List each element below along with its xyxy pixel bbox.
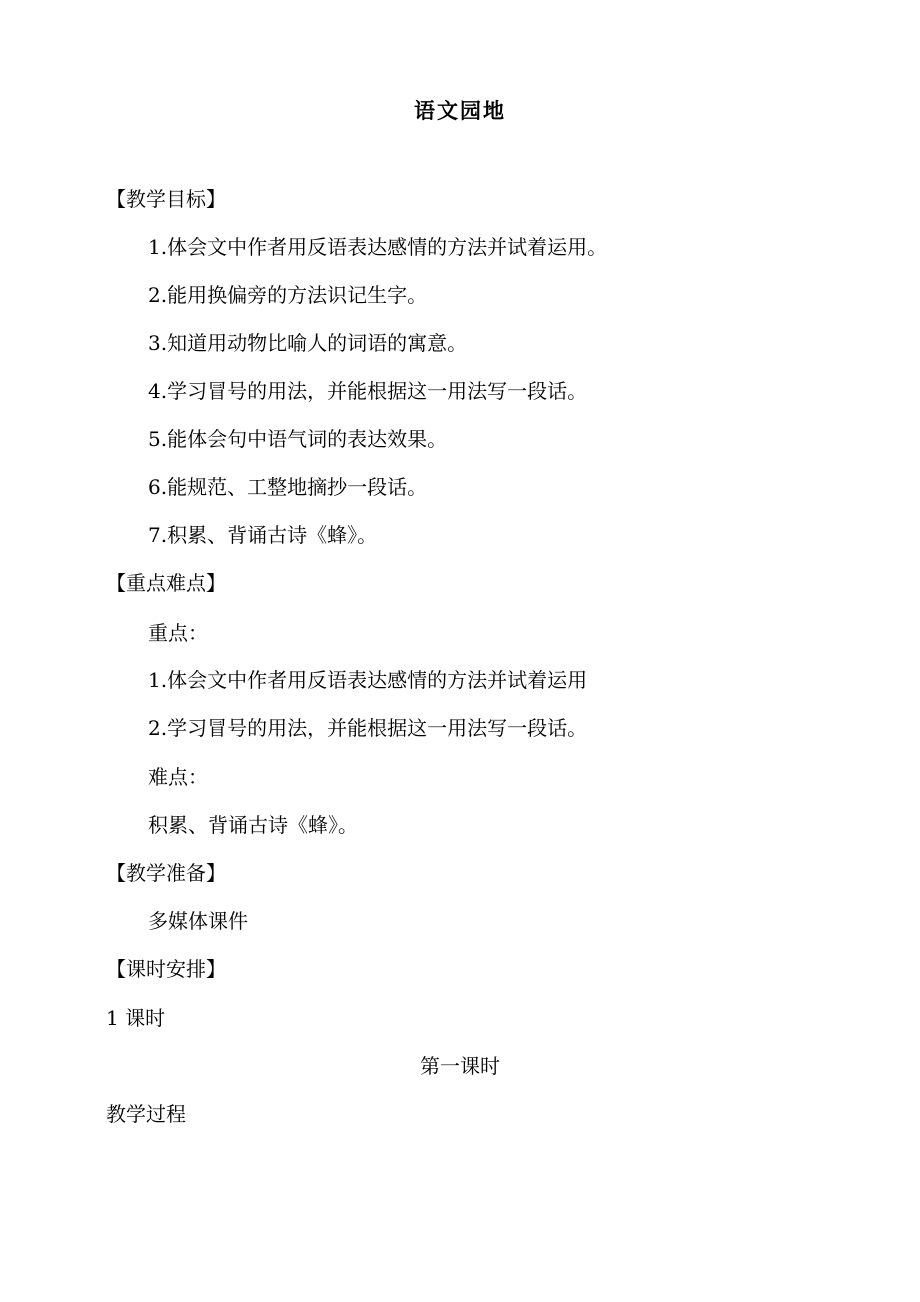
difficult-text: 积累、背诵古诗《蜂》。 [148,813,358,837]
objective-item-7: 7.积累、背诵古诗《蜂》。 [148,523,378,547]
key-item-2: 2.学习冒号的用法，并能根据这一用法写一段话。 [148,716,588,740]
objective-item-6: 6.能规范、工整地摘抄一段话。 [148,475,428,499]
key-item-1: 1.体会文中作者用反语表达感情的方法并试着运用 [148,668,588,692]
key-label: 重点： [148,621,208,645]
objective-item-3: 3.知道用动物比喻人的词语的寓意。 [148,331,468,355]
lesson-title: 第一课时 [420,1054,500,1078]
objective-item-2: 2.能用换偏旁的方法识记生字。 [148,283,428,307]
objective-item-1: 1.体会文中作者用反语表达感情的方法并试着运用。 [148,235,608,259]
document-title: 语文园地 [414,98,506,123]
key-points-heading: 【重点难点】 [106,571,226,595]
objectives-heading: 【教学目标】 [106,187,226,211]
difficult-label: 难点： [148,765,208,789]
process-heading: 教学过程 [106,1102,186,1126]
objective-item-5: 5.能体会句中语气词的表达效果。 [148,427,448,451]
preparation-text: 多媒体课件 [148,909,248,933]
preparation-heading: 【教学准备】 [106,861,226,885]
schedule-text: 1 课时 [106,1006,166,1030]
objective-item-4: 4.学习冒号的用法，并能根据这一用法写一段话。 [148,379,588,403]
schedule-heading: 【课时安排】 [106,957,226,981]
